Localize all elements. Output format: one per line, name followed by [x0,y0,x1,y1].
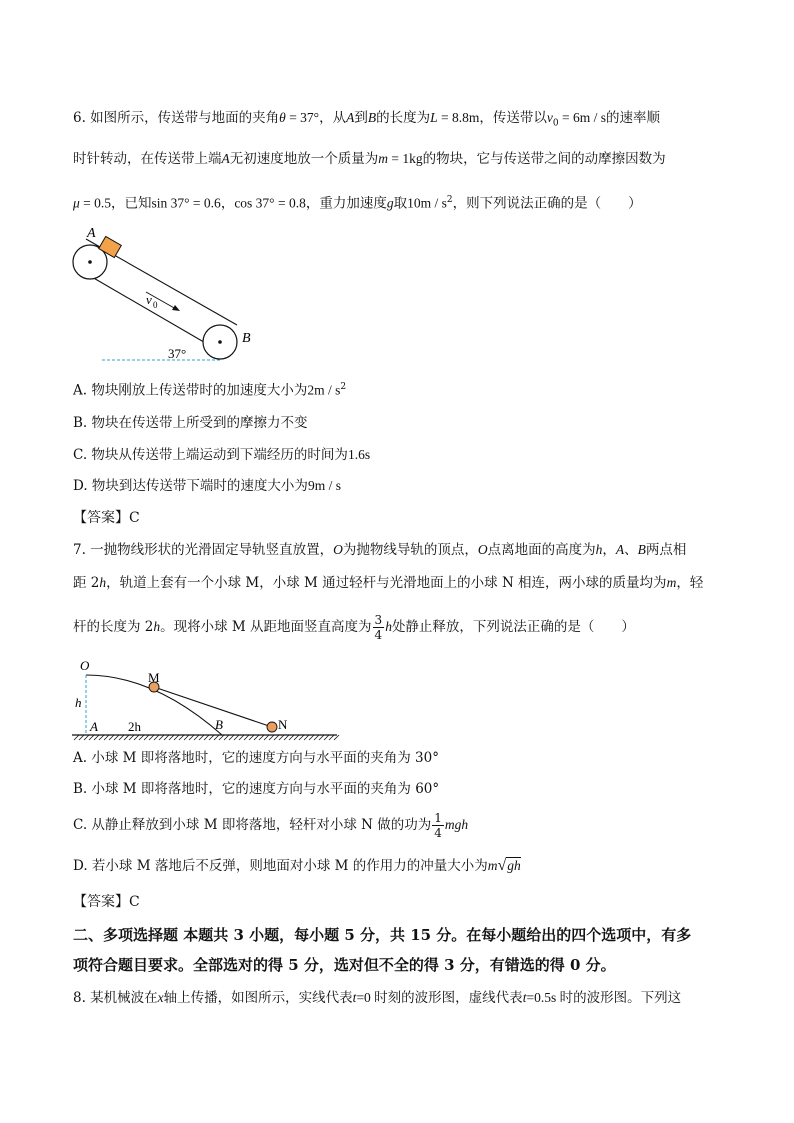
q6-option-c: C. 物块从传送带上端运动到下端经历的时间为1.6s [73,447,371,463]
hatch-mark [219,735,224,740]
hatch-mark [289,735,294,740]
ball-N [267,722,277,732]
label-v0-sub: 0 [153,300,158,310]
hatch-mark [209,735,214,740]
fraction-1-4: $\frac{1}{4}$ [434,811,442,840]
hatch-mark [204,735,209,740]
q7-option-b: B. 小球 M 即将落地时，它的速度方向与水平面的夹角为 60° [73,781,440,797]
section-heading-line-2: 项符合题目要求。全部选对的得 5 分，选对但不全的得 3 分，有错选的得 0 分。 [73,956,616,974]
label-angle: 37° [168,346,187,361]
hatch-mark [94,735,99,740]
q6-line-2: 时针转动，在传送带上端A无初速度地放一个质量为m = 1kg的物块，它与传送带之间的动摩擦因数为 [73,151,666,167]
hatch-mark [284,735,289,740]
hatch-mark [249,735,254,740]
hatch-mark [79,735,84,740]
hatch-mark [129,735,134,740]
hatch-mark [294,735,299,740]
label-A: A [87,226,96,241]
hatch-mark [104,735,109,740]
hatch-mark [264,735,269,740]
hatch-mark [159,735,164,740]
hatch-mark [234,735,239,740]
q7-answer: 【答案】C [73,894,140,910]
hatch-mark [144,735,149,740]
hatch-mark [329,735,334,740]
hatch-mark [164,735,169,740]
hatch-mark [174,735,179,740]
q6-option-a: A. 物块刚放上传送带时的加速度大小为$2m / s^2$ [73,382,347,399]
q7-line-2: 距 2h，轨道上套有一个小球 M，小球 M 通过轻杆与光滑地面上的小球 N 相连，两小球的质量均为m，轻 [73,575,704,591]
light-rod [154,687,272,727]
label-2h: 2h [128,719,141,734]
hatch-mark [169,735,174,740]
ground-hatch [74,735,339,740]
hatch-mark [179,735,184,740]
label-h: h [75,695,82,710]
hatch-mark [199,735,204,740]
hatch-mark [154,735,159,740]
q6-option-b: B. 物块在传送带上所受到的摩擦力不变 [73,415,308,431]
label-v0: v [146,292,152,307]
q6-option-d: D. 物块到达传送带下端时的速度大小为9m / s [73,478,341,494]
q7-line-3: 杆的长度为 2h。现将小球 M 从距地面竖直高度为 $\frac{3}{4}$ h处静止释放，下列说法正确的是（ ） [73,613,635,642]
hatch-mark [274,735,279,740]
hatch-mark [214,735,219,740]
q8-line-1: 8. 某机械波在x轴上传播，如图所示，实线代表t=0 时刻的波形图，虚线代表t=0.5s 时的波形图。下列这 [73,990,682,1006]
hatch-mark [189,735,194,740]
hatch-mark [259,735,264,740]
hatch-mark [139,735,144,740]
hatch-mark [324,735,329,740]
section-heading-line-1: 二、多项选择题 本题共 3 小题，每小题 5 分，共 15 分。在每小题给出的四个选项中，有多 [73,926,692,944]
hatch-mark [134,735,139,740]
label-A: A [90,719,98,734]
label-B: B [215,717,223,732]
hatch-mark [194,735,199,740]
label-M: M [148,670,160,685]
q6-line-3: μ = 0.5，已知sin 37° = 0.6，cos 37° = 0.8，重力加速度g取$10m / s^2$，则下列说法正确的是（ ） [73,195,642,212]
fraction-3-4: $\frac{3}{4}$ [374,613,383,642]
hatch-mark [319,735,324,740]
hatch-mark [334,735,339,740]
hatch-mark [114,735,119,740]
hatch-mark [84,735,89,740]
hatch-mark [89,735,94,740]
hatch-mark [109,735,114,740]
hatch-mark [229,735,234,740]
hatch-mark [239,735,244,740]
hatch-mark [299,735,304,740]
hatch-mark [254,735,259,740]
conveyor-belt-figure [70,222,270,367]
hatch-mark [279,735,284,740]
hatch-mark [149,735,154,740]
hatch-mark [99,735,104,740]
hatch-mark [304,735,309,740]
q7-option-a: A. 小球 M 即将落地时，它的速度方向与水平面的夹角为 30° [73,750,439,766]
parabolic-track-figure [72,655,342,745]
q7-option-c: C. 从静止释放到小球 M 即将落地，轻杆对小球 N 做的功为 $\frac{1}{4}$ mgh [73,811,469,840]
hatch-mark [74,735,79,740]
hatch-mark [119,735,124,740]
q7-line-1: 7. 一抛物线形状的光滑固定导轨竖直放置，O为抛物线导轨的顶点，O点离地面的高度为h，A、B两点相 [73,542,687,558]
q6-line-1: 6. 如图所示，传送带与地面的夹角θ = 37°，从A到B的长度为L = 8.8m，传送带以$v_0 = 6m / s$的速率顺 [73,110,660,129]
hatch-mark [269,735,274,740]
hatch-mark [244,735,249,740]
hatch-mark [314,735,319,740]
label-B: B [242,331,251,346]
hatch-mark [124,735,129,740]
hatch-mark [309,735,314,740]
label-N: N [278,717,288,732]
hatch-mark [184,735,189,740]
q6-answer: 【答案】C [73,510,140,526]
label-O: O [80,658,90,673]
q7-option-d: D. 若小球 M 落地后不反弹，则地面对小球 M 的作用力的冲量大小为m√gh [73,857,521,874]
hatch-mark [224,735,229,740]
